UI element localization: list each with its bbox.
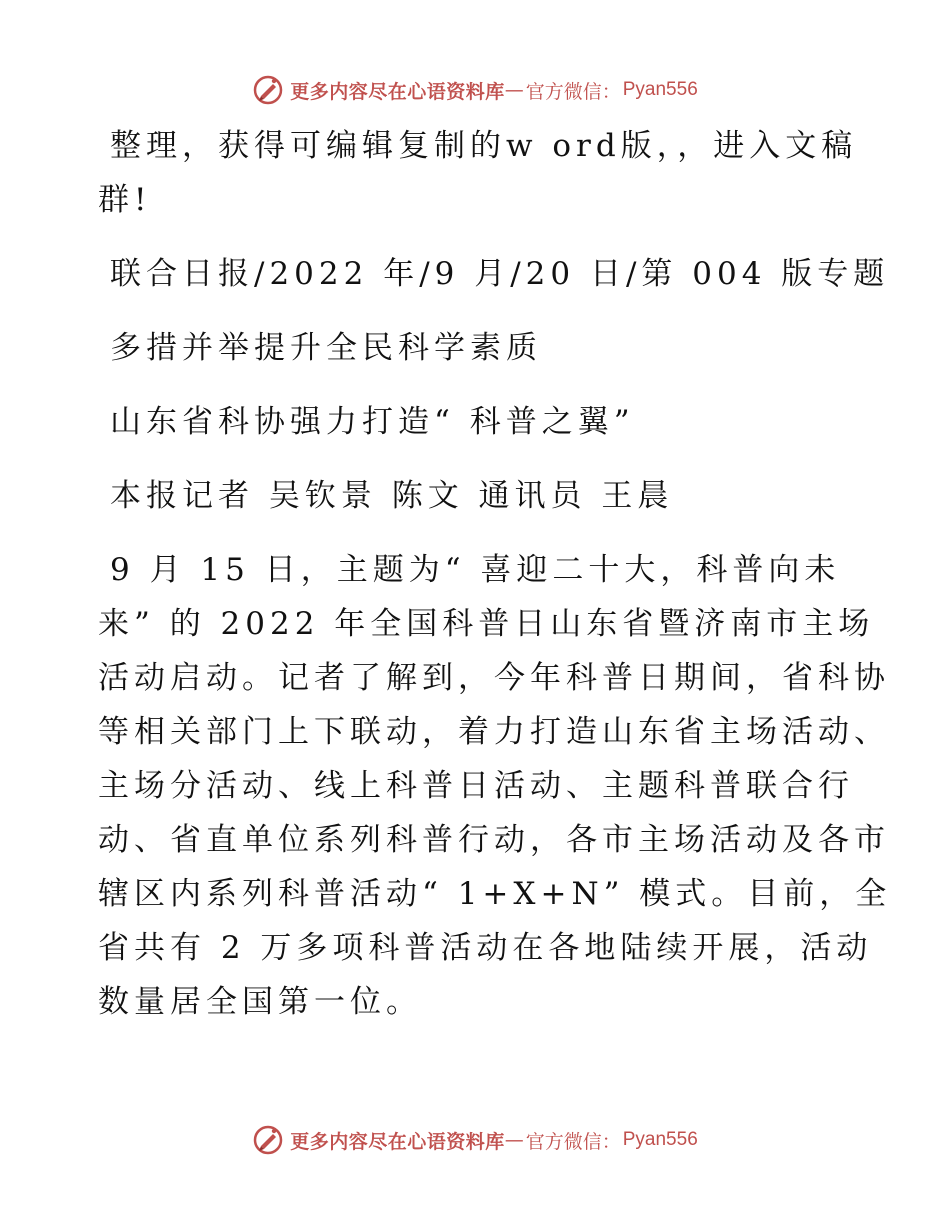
- footer-watermark: [0, 1120, 950, 1160]
- watermark-separator: —: [504, 79, 524, 101]
- header-watermark: [0, 70, 950, 110]
- pen-seal-icon: [252, 74, 284, 106]
- body-line: 省共有 2 万多项科普活动在各地陆续开展，活动: [98, 930, 873, 966]
- body-line: 主场分活动、线上科普日活动、主题科普联合行: [98, 768, 854, 804]
- body-line: 辖区内系列科普活动“ 1+X+N” 模式。目前，全: [98, 876, 892, 912]
- document-body: [98, 119, 892, 1029]
- body-line: 来” 的 2022 年全国科普日山东省暨济南市主场: [98, 606, 875, 642]
- watermark-wechat-id: Pyan556: [622, 79, 698, 100]
- watermark-official-label: 官方微信：: [525, 80, 621, 103]
- headline: 多措并举提升全民科学素质: [110, 330, 542, 366]
- byline: 本报记者 吴钦景 陈文 通讯员 王晨: [110, 478, 674, 514]
- watermark-brand: 更多内容尽在心语资料库: [290, 80, 505, 103]
- intro-line: 群!: [98, 182, 152, 218]
- dateline: 联合日报/2022 年/9 月/20 日/第 004 版专题: [110, 256, 890, 292]
- body-line: 动、省直单位系列科普行动，各市主场活动及各市: [98, 822, 890, 858]
- body-line: 等相关部门上下联动，着力打造山东省主场活动、: [98, 714, 890, 750]
- watermark-wechat-id: Pyan556: [622, 1129, 698, 1150]
- watermark-separator: —: [504, 1129, 524, 1151]
- intro-line: 整理，获得可编辑复制的w ord版，，进入文稿: [110, 128, 858, 164]
- watermark-official-label: 官方微信：: [525, 1130, 621, 1153]
- watermark-brand: 更多内容尽在心语资料库: [290, 1130, 505, 1153]
- subheadline: 山东省科协强力打造“ 科普之翼”: [110, 404, 635, 440]
- body-line: 9 月 15 日，主题为“ 喜迎二十大，科普向未: [110, 552, 841, 588]
- body-line: 数量居全国第一位。: [98, 984, 422, 1020]
- pen-seal-icon: [252, 1124, 284, 1156]
- body-line: 活动启动。记者了解到，今年科普日期间，省科协: [98, 660, 890, 696]
